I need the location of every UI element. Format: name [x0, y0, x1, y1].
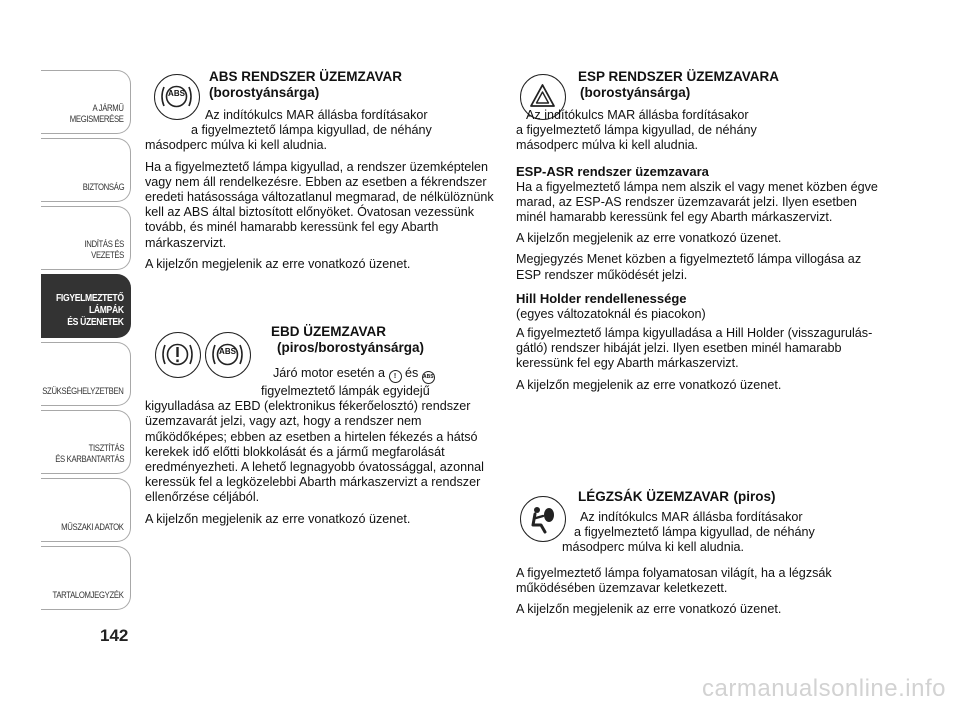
tab-starting-driving[interactable]: [41, 206, 131, 270]
abs-p1b: a figyelmeztető lámpa kigyullad, de néhány: [191, 123, 432, 138]
tab-label: TISZTÍTÁS ÉS KARBANTARTÁS: [55, 443, 124, 464]
tab-warning-lights[interactable]: [41, 274, 131, 338]
airbag-p1b: a figyelmeztető lámpa kigyullad, de néhány: [574, 525, 815, 540]
tab-label: BIZTONSÁG: [82, 182, 124, 192]
tab-maintenance[interactable]: [41, 410, 131, 474]
tab-emergency[interactable]: [41, 342, 131, 406]
abs-warning-icon: ABS: [422, 371, 435, 384]
hill-holder-heading: Hill Holder rendellenessége: [516, 290, 687, 306]
abs-p3: A kijelzőn megjelenik az erre vonatkozó üzenet.: [145, 256, 411, 271]
tab-contents[interactable]: [41, 546, 131, 610]
esp-p1c: másodperc múlva ki kell aludnia.: [516, 138, 698, 153]
tab-label: FIGYELMEZTETŐ LÁMPÁK ÉS ÜZENETEK: [56, 293, 124, 328]
page-number: 142: [100, 626, 129, 645]
abs-title: ABS RENDSZER ÜZEMZAVAR: [209, 69, 403, 84]
tab-label: A JÁRMŰ MEGISMERÉSE: [70, 103, 124, 124]
ebd-p2: A kijelzőn megjelenik az erre vonatkozó üzenet.: [145, 511, 411, 526]
ebd-subtitle: (piros/borostyánsárga): [277, 340, 425, 355]
airbag-p3: A kijelzőn megjelenik az erre vonatkozó üzenet.: [516, 602, 782, 617]
airbag-title-color: (piros): [733, 489, 776, 504]
airbag-title: LÉGZSÁK ÜZEMZAVAR: [578, 489, 729, 504]
esp-p3: A kijelzőn megjelenik az erre vonatkozó üzenet.: [516, 231, 782, 246]
ebd-title: EBD ÜZEMZAVAR: [271, 324, 386, 339]
hill-holder-note: (egyes változatoknál és piacokon): [516, 306, 706, 321]
tab-label: TARTALOMJEGYZÉK: [53, 590, 124, 600]
ebd-abs-icon-text: ABS: [219, 347, 236, 356]
esp-p1a: Az indítókulcs MAR állásba fordításakor: [526, 108, 749, 122]
esp-p2: Ha a figyelmeztető lámpa nem alszik el vagy menet közben égve marad, az ESP-AS rendszer üzemzavarát jelzi. Ilyen esetben minél hamarabb keressünk fel egy Abarth márkaszervizt.: [516, 179, 878, 225]
tab-label: MŰSZAKI ADATOK: [61, 522, 124, 532]
airbag-p2: A figyelmeztető lámpa folyamatosan világít, ha a légzsák működésében üzemzavar keletkezett.: [516, 565, 832, 595]
esp-p6: A kijelzőn megjelenik az erre vonatkozó üzenet.: [516, 377, 782, 392]
esp-subtitle: (borostyánsárga): [580, 85, 691, 100]
abs-p1a: Az indítókulcs MAR állásba fordításakor: [205, 108, 428, 122]
ebd-p1c: figyelmeztető lámpák egyidejű: [261, 384, 430, 398]
abs-p2: Ha a figyelmeztető lámpa kigyullad, a rendszer üzemképtelen vagy nem áll rendelkezésre. Ebben az esetben a fékrendszer eredeti hatásossága változatlanul megmarad, de nélkülöznünk kell az ABS által biztosított előnyöket. Óvatosan vezessünk tovább, és minél hamarabb keressünk fel egy Abarth márkaszervizt.: [145, 159, 494, 250]
chapter-tabs: [41, 70, 131, 614]
abs-p1c: másodperc múlva ki kell aludnia.: [145, 138, 327, 153]
tab-safety[interactable]: [41, 138, 131, 202]
brake-warning-icon: !: [389, 370, 402, 383]
airbag-p1c: másodperc múlva ki kell aludnia.: [562, 540, 744, 555]
tab-label: SZÜKSÉGHELYZETBEN: [42, 386, 124, 396]
ebd-p1a: Járó motor esetén a: [273, 366, 386, 380]
airbag-p1a: Az indítókulcs MAR állásba fordításakor: [580, 510, 803, 524]
tab-technical-data[interactable]: [41, 478, 131, 542]
esp-p4: Megjegyzés Menet közben a figyelmeztető lámpa villogása az ESP rendszer működését jelzi.: [516, 252, 862, 282]
ebd-p1d: kigyulladása az EBD (elektronikus fékerőelosztó) rendszer üzemzavarát jelzi, vagy azt, hogy a rendszer nem működőképes; ebben az esetben a hirtelen fékezés a hátsó kerekek idő előtti blokkolását és a jármű megfarolását eredményezheti. A lehető legnagyobb óvatossággal, azonnal keressük fel a legközelebbi Abarth márkaszervizt a rendszer ellenőrzése céljából.: [145, 399, 484, 505]
ebd-p1b: és: [405, 366, 419, 380]
tab-label: INDÍTÁS ÉS VEZETÉS: [84, 239, 124, 260]
esp-p5: A figyelmeztető lámpa kigyulladása a Hill Holder (visszagurulás-gátló) rendszer hibáját jelzi. Ilyen esetben minél hamarabb keressünk fel egy Abarth márkaszervizt.: [516, 326, 873, 371]
ebd-p1-line: [145, 366, 497, 384]
airbag-title-line: [578, 488, 775, 506]
esp-title: ESP RENDSZER ÜZEMZAVARA: [578, 69, 780, 84]
esp-asr-heading: ESP-ASR rendszer üzemzavara: [516, 163, 709, 179]
abs-icon-text: ABS: [168, 89, 185, 98]
esp-p1b: a figyelmeztető lámpa kigyullad, de néhány: [516, 123, 757, 138]
watermark: carmanualsonline.info: [702, 675, 946, 702]
tab-vehicle-intro[interactable]: [41, 70, 131, 134]
abs-subtitle: (borostyánsárga): [209, 85, 320, 100]
